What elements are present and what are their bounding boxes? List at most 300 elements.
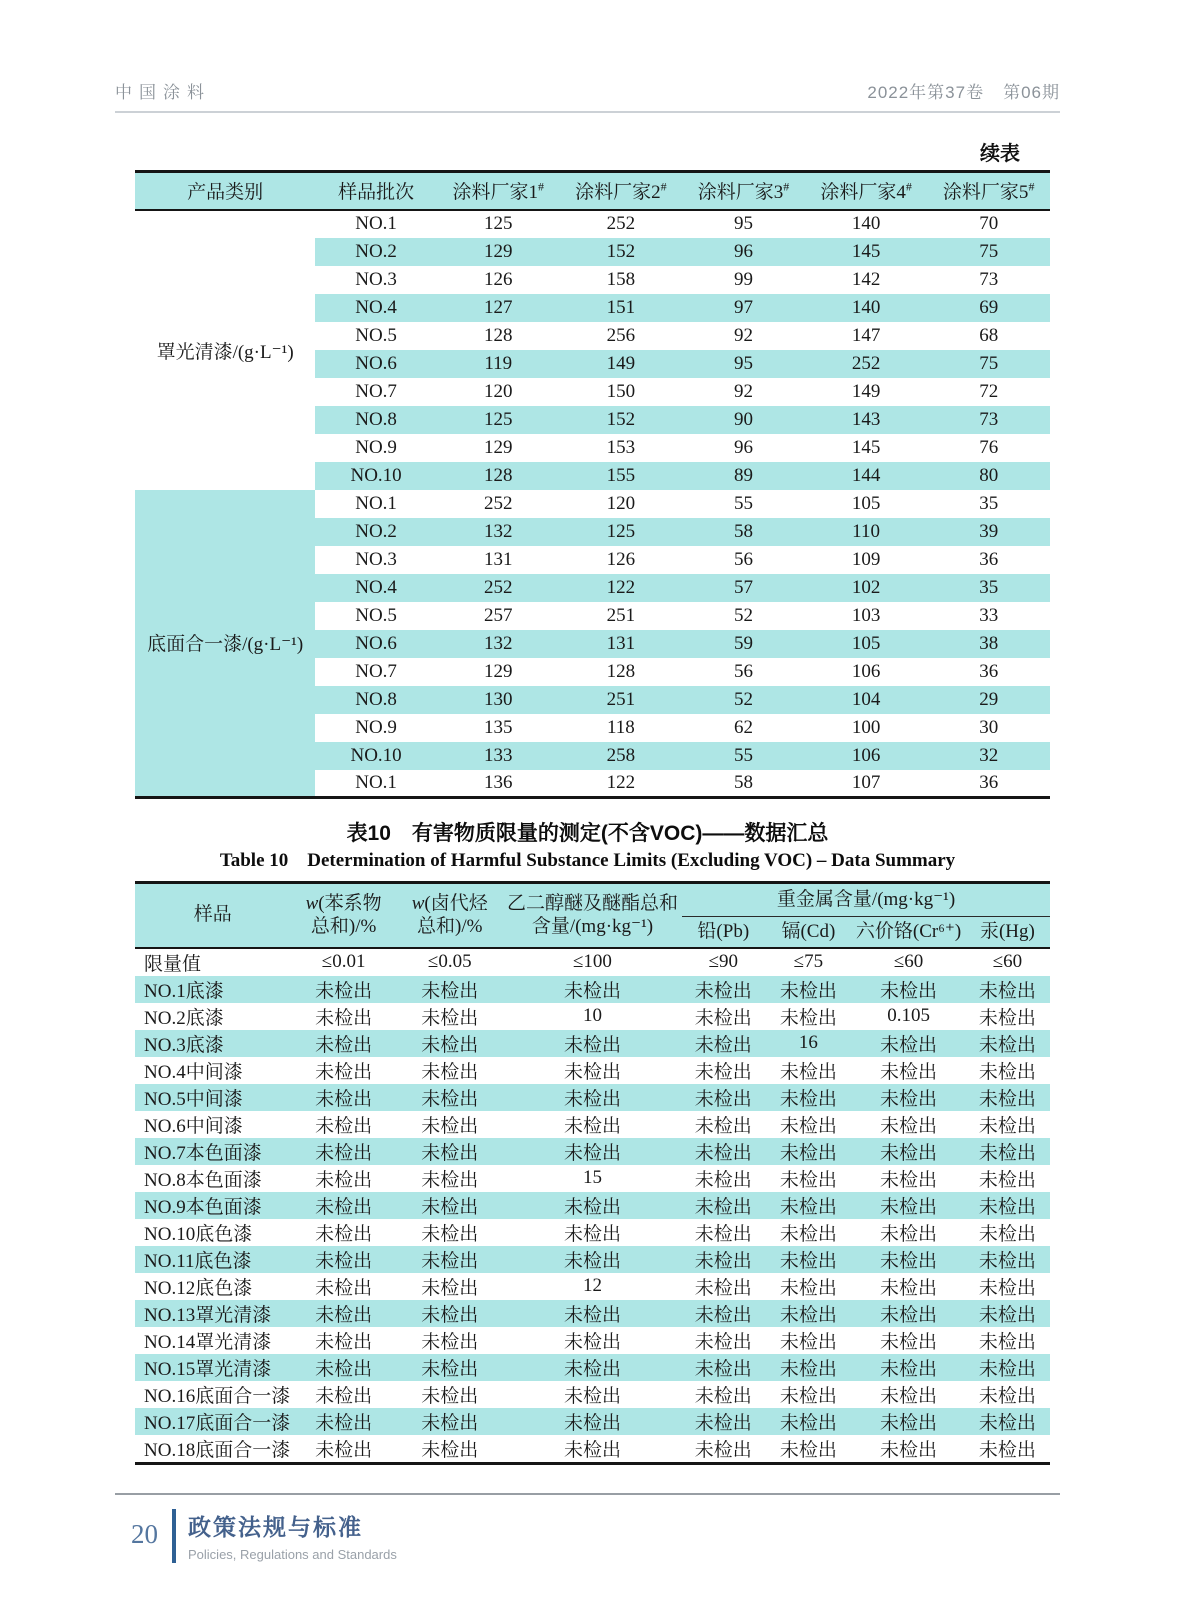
data-cell: 未检出 [421,1007,479,1029]
data-cell: ≤75 [793,951,824,972]
data-cell: 未检出 [682,976,764,1003]
table-row [135,1435,1050,1464]
group-label: 底面合一漆/(g·L⁻¹) [135,490,315,798]
table-row [135,1219,1050,1246]
data-cell: 73 [927,406,1050,434]
column-header-factory-1: 涂料厂家1# [437,172,560,210]
data-cell: 未检出 [563,1385,621,1407]
data-cell: 未检出 [291,1030,397,1057]
data-cell: 15 [582,1167,602,1188]
column-header-factory-4: 涂料厂家4# [805,172,928,210]
data-cell: 未检出 [503,1354,682,1381]
data-cell: 62 [733,716,753,738]
data-cell: 未检出 [682,1408,764,1435]
data-cell: 149 [560,350,683,378]
data-cell: 120 [606,492,636,514]
data-cell: 76 [979,436,999,458]
table-row [135,1408,1050,1435]
batch-label: NO.9 [355,716,397,738]
group-label: 罩光清漆/(g·L⁻¹) [135,210,315,490]
data-cell: 106 [851,660,881,682]
data-cell: 258 [560,742,683,770]
row-label: NO.6中间漆 [144,1115,243,1137]
data-cell: 未检出 [315,1169,373,1191]
data-cell: 151 [560,294,683,322]
data-cell: 36 [979,660,999,682]
data-cell: 131 [483,548,513,570]
column-header-metal-4: 汞(Hg) [965,917,1050,948]
data-cell: 未检出 [563,1223,621,1245]
data-cell: 153 [606,436,636,458]
data-cell: 未检出 [503,1300,682,1327]
footer-section [188,1507,397,1562]
column-header-w-halogenated: w(卤代烃 总和)/% [397,883,503,948]
data-cell: 未检出 [682,1300,764,1327]
batch-label: NO.4 [315,574,437,602]
data-cell: 未检出 [397,1138,503,1165]
data-cell: 136 [483,771,513,793]
data-cell: 未检出 [291,1408,397,1435]
data-cell: 未检出 [978,1115,1036,1137]
table-row [135,1381,1050,1408]
batch-label: NO.7 [355,380,397,402]
row-label: NO.2底漆 [144,1007,224,1029]
row-label: NO.7本色面漆 [135,1138,291,1165]
row-label: NO.16底面合一漆 [144,1385,291,1407]
data-cell: 未检出 [421,1115,479,1137]
column-header-factory-3: 涂料厂家3# [682,172,805,210]
table-row [135,1030,1050,1057]
row-label: NO.9本色面漆 [135,1192,291,1219]
page-footer [131,1507,1060,1563]
table-row [135,1111,1050,1138]
data-cell: 未检出 [779,1061,837,1083]
data-cell: 122 [560,574,683,602]
footer-accent-bar [172,1509,176,1563]
data-cell: 33 [979,604,999,626]
data-cell: 128 [437,462,560,490]
data-cell: 252 [483,492,513,514]
data-cell: 92 [733,324,753,346]
batch-label: NO.1 [355,213,397,234]
data-cell: 10 [582,1005,602,1026]
data-cell: 68 [979,324,999,346]
table-row [135,1354,1050,1381]
data-cell: 152 [560,406,683,434]
data-cell: 未检出 [852,976,965,1003]
column-header-metal-1: 铅(Pb) [682,917,764,948]
journal-name: 中国涂料 [115,83,211,102]
data-cell: 未检出 [694,1169,752,1191]
batch-label: NO.3 [355,268,397,290]
data-cell: 未检出 [421,1331,479,1353]
data-cell: 未检出 [682,1192,764,1219]
batch-label: NO.9 [355,436,397,458]
data-cell: 75 [927,238,1050,266]
data-cell: 109 [851,548,881,570]
data-cell: 未检出 [978,1169,1036,1191]
data-cell: 未检出 [852,1084,965,1111]
data-cell: 106 [805,742,928,770]
data-cell: 未检出 [852,1408,965,1435]
data-cell: 未检出 [880,1223,938,1245]
data-cell: 未检出 [291,1192,397,1219]
data-cell: 29 [927,686,1050,714]
data-cell: 未检出 [694,1061,752,1083]
data-cell: 未检出 [563,1061,621,1083]
data-cell: 未检出 [764,1246,852,1273]
table10-caption-cn: 表10 有害物质限量的测定(不含VOC)——数据汇总 [346,822,829,845]
data-cell: 120 [483,380,513,402]
row-label: NO.10底色漆 [144,1223,253,1245]
column-group-heavy-metals: 重金属含量/(mg·kg⁻¹) [682,883,1050,917]
data-cell: 90 [682,406,805,434]
table-row [135,1003,1050,1030]
data-cell: 58 [682,518,805,546]
batch-label: NO.1 [355,771,397,793]
data-cell: 未检出 [764,1192,852,1219]
data-cell: 未检出 [315,1115,373,1137]
row-label: NO.14罩光清漆 [144,1331,272,1353]
row-label: NO.11底色漆 [135,1246,291,1273]
data-cell: 96 [682,238,805,266]
data-cell: 140 [805,294,928,322]
data-cell: 36 [979,771,999,793]
row-label: NO.8本色面漆 [144,1169,262,1191]
data-cell: 140 [851,213,881,234]
data-cell: 未检出 [291,1246,397,1273]
batch-label: NO.7 [355,660,397,682]
data-cell: 129 [437,238,560,266]
data-cell: 未检出 [880,1439,938,1461]
data-cell: 126 [606,548,636,570]
data-cell: 未检出 [503,1192,682,1219]
data-cell: 未检出 [694,1223,752,1245]
data-cell: 未检出 [965,1408,1050,1435]
data-cell: 92 [733,380,753,402]
data-cell: 未检出 [779,1331,837,1353]
row-label: NO.17底面合一漆 [135,1408,291,1435]
data-cell: 未检出 [779,1439,837,1461]
data-cell: 99 [733,268,753,290]
data-cell: 150 [606,380,636,402]
row-label: NO.18底面合一漆 [144,1439,291,1461]
data-cell: 未检出 [315,1385,373,1407]
data-cell: 125 [560,518,683,546]
data-cell: 未检出 [503,976,682,1003]
data-cell: 未检出 [503,1084,682,1111]
batch-label: NO.8 [315,686,437,714]
data-cell: 135 [483,716,513,738]
data-cell: 252 [805,350,928,378]
data-cell: 107 [851,771,881,793]
batch-label: NO.4 [315,294,437,322]
data-cell: 35 [979,492,999,514]
data-cell: 未检出 [397,1030,503,1057]
data-cell: 100 [851,716,881,738]
data-cell: 未检出 [764,1084,852,1111]
row-label: NO.12底色漆 [144,1277,253,1299]
data-cell: 80 [927,462,1050,490]
data-cell: 96 [733,436,753,458]
data-cell: 未检出 [563,1331,621,1353]
data-cell: 未检出 [694,1385,752,1407]
data-cell: 未检出 [978,1061,1036,1083]
data-cell: 未检出 [965,1354,1050,1381]
data-cell: ≤60 [893,951,924,972]
table-row [135,948,1050,976]
voc-results-continued-table [135,170,1050,799]
batch-label: NO.3 [355,548,397,570]
data-cell: 未检出 [694,1115,752,1137]
data-cell: 97 [682,294,805,322]
data-cell: 56 [733,548,753,570]
row-label: 限量值 [144,953,202,975]
data-cell: 52 [682,686,805,714]
data-cell: 未检出 [503,1246,682,1273]
data-cell: 0.105 [887,1005,930,1026]
data-cell: 未检出 [965,1030,1050,1057]
data-cell: 38 [927,630,1050,658]
footer-rule [115,1493,1060,1495]
column-header-sample-batch: 样品批次 [315,172,437,210]
data-cell: 128 [606,660,636,682]
data-cell: 未检出 [397,1300,503,1327]
data-cell: 未检出 [978,1439,1036,1461]
data-cell: 36 [979,548,999,570]
running-head [115,0,1060,113]
data-cell: 未检出 [978,1331,1036,1353]
table-row [135,1057,1050,1084]
data-cell: 未检出 [503,1030,682,1057]
data-cell: 未检出 [764,976,852,1003]
data-cell: ≤100 [572,951,612,972]
data-cell: 未检出 [978,1007,1036,1029]
data-cell: 16 [764,1030,852,1057]
continued-table-label: 续表 [980,143,1020,165]
data-cell: 未检出 [779,1277,837,1299]
data-cell: 58 [733,771,753,793]
row-label: NO.5中间漆 [135,1084,291,1111]
row-label: NO.1底漆 [135,976,291,1003]
data-cell: 未检出 [421,1439,479,1461]
data-cell: 145 [851,436,881,458]
data-cell: 未检出 [779,1115,837,1137]
data-cell: 未检出 [880,1277,938,1299]
table-row [135,976,1050,1003]
data-cell: 未检出 [694,1007,752,1029]
data-cell: 未检出 [852,1192,965,1219]
data-cell: 未检出 [978,1223,1036,1245]
row-label: NO.3底漆 [135,1030,291,1057]
data-cell: 132 [437,518,560,546]
data-cell: 未检出 [852,1300,965,1327]
data-cell: 未检出 [563,1439,621,1461]
data-cell: 未检出 [694,1331,752,1353]
data-cell: 未检出 [965,1192,1050,1219]
data-cell: 110 [805,518,928,546]
table-row [135,1084,1050,1111]
data-cell: 未检出 [397,976,503,1003]
data-cell: 105 [851,492,881,514]
data-cell: 未检出 [764,1300,852,1327]
data-cell: 69 [927,294,1050,322]
data-cell: 未检出 [315,1223,373,1245]
data-cell: 251 [606,604,636,626]
data-cell: 未检出 [880,1331,938,1353]
batch-label: NO.6 [315,630,437,658]
data-cell: 118 [606,716,635,738]
data-cell: 未检出 [291,1354,397,1381]
batch-label: NO.2 [315,518,437,546]
data-cell: 未检出 [682,1084,764,1111]
data-cell: 未检出 [682,1030,764,1057]
data-cell: 133 [437,742,560,770]
data-cell: 103 [851,604,881,626]
data-cell: 125 [437,406,560,434]
data-cell: 未检出 [852,1138,965,1165]
data-cell: 55 [733,492,753,514]
table-row [135,210,1050,238]
data-cell: 未检出 [965,1138,1050,1165]
data-cell: 未检出 [315,1007,373,1029]
data-cell: 未检出 [421,1277,479,1299]
data-cell: 125 [483,213,513,234]
data-cell: 未检出 [315,1061,373,1083]
data-cell: ≤60 [992,951,1023,972]
data-cell: 132 [437,630,560,658]
data-cell: 未检出 [965,1300,1050,1327]
data-cell: 72 [979,380,999,402]
section-title-en: Policies, Regulations and Standards [188,1546,397,1562]
data-cell: ≤0.01 [321,951,366,972]
data-cell: 未检出 [682,1354,764,1381]
page-number: 20 [131,1518,158,1549]
table-row [135,1273,1050,1300]
row-label: NO.15罩光清漆 [135,1354,291,1381]
data-cell: 251 [560,686,683,714]
data-cell: 56 [733,660,753,682]
column-header-product-category: 产品类别 [135,172,315,210]
batch-label: NO.6 [315,350,437,378]
column-header-glycol-ethers: 乙二醇醚及醚酯总和 含量/(mg·kg⁻¹) [503,883,682,948]
data-cell: 152 [560,238,683,266]
batch-label: NO.10 [315,742,437,770]
data-cell: 未检出 [421,1385,479,1407]
data-cell: 52 [733,604,753,626]
data-cell: 131 [560,630,683,658]
data-cell: 129 [483,436,513,458]
data-cell: 未检出 [880,1169,938,1191]
data-cell: 149 [851,380,881,402]
data-cell: 未检出 [503,1408,682,1435]
data-cell: 未检出 [291,1300,397,1327]
data-cell: 257 [483,604,513,626]
table-row [135,1300,1050,1327]
data-cell: 89 [682,462,805,490]
data-cell: 未检出 [779,1385,837,1407]
data-cell: 未检出 [503,1138,682,1165]
data-cell: 未检出 [880,1115,938,1137]
table-row [135,1246,1050,1273]
harmful-substance-limits-table [135,881,1050,1465]
data-cell: 未检出 [779,1007,837,1029]
data-cell: 未检出 [978,1277,1036,1299]
data-cell: ≤90 [708,951,739,972]
column-header-sample: 样品 [135,883,291,948]
data-cell: 未检出 [779,1223,837,1245]
data-cell: 未检出 [397,1192,503,1219]
data-cell: 127 [437,294,560,322]
table10-caption-en: Table 10 Determination of Harmful Substance Limits (Excluding VOC) – Data Summary [219,850,956,871]
data-cell: 70 [979,213,999,234]
data-cell: 未检出 [694,1439,752,1461]
column-header-factory-2: 涂料厂家2# [560,172,683,210]
data-cell: 95 [682,350,805,378]
data-cell: 73 [979,268,999,290]
section-title-cn: 政策法规与标准 [188,1513,363,1540]
data-cell: 130 [437,686,560,714]
batch-label: NO.8 [315,406,437,434]
data-cell: 59 [682,630,805,658]
data-cell: 未检出 [764,1408,852,1435]
data-cell: 未检出 [852,1354,965,1381]
data-cell: 未检出 [315,1277,373,1299]
data-cell: 未检出 [965,1084,1050,1111]
data-cell: 119 [437,350,560,378]
table-row [135,1138,1050,1165]
batch-label: NO.1 [355,492,397,514]
data-cell: 129 [483,660,513,682]
data-cell: 未检出 [880,1385,938,1407]
data-cell: ≤0.05 [427,951,472,972]
data-cell: 未检出 [779,1169,837,1191]
column-header-factory-5: 涂料厂家5# [927,172,1050,210]
data-cell: 147 [851,324,881,346]
data-cell: 未检出 [563,1115,621,1137]
data-cell: 32 [927,742,1050,770]
table-row [135,1327,1050,1354]
data-cell: 未检出 [764,1138,852,1165]
data-cell: 256 [606,324,636,346]
data-cell: 39 [927,518,1050,546]
data-cell: 252 [606,213,636,234]
data-cell: 未检出 [764,1354,852,1381]
table-row [135,490,1050,518]
batch-label: NO.5 [355,604,397,626]
row-label: NO.13罩光清漆 [135,1300,291,1327]
data-cell: 144 [805,462,928,490]
data-cell: 12 [582,1275,602,1296]
issue-info: 2022年第37卷 第06期 [867,83,1060,102]
batch-label: NO.5 [355,324,397,346]
data-cell: 95 [733,213,753,234]
data-cell: 未检出 [421,1223,479,1245]
row-label: NO.4中间漆 [144,1061,243,1083]
data-cell: 143 [805,406,928,434]
data-cell: 未检出 [682,1246,764,1273]
data-cell: 未检出 [315,1331,373,1353]
data-cell: 57 [682,574,805,602]
data-cell: 未检出 [852,1030,965,1057]
batch-label: NO.2 [315,238,437,266]
data-cell: 未检出 [694,1277,752,1299]
data-cell: 未检出 [965,1246,1050,1273]
data-cell: 104 [805,686,928,714]
data-cell: 122 [606,771,636,793]
data-cell: 155 [560,462,683,490]
data-cell: 未检出 [880,1061,938,1083]
